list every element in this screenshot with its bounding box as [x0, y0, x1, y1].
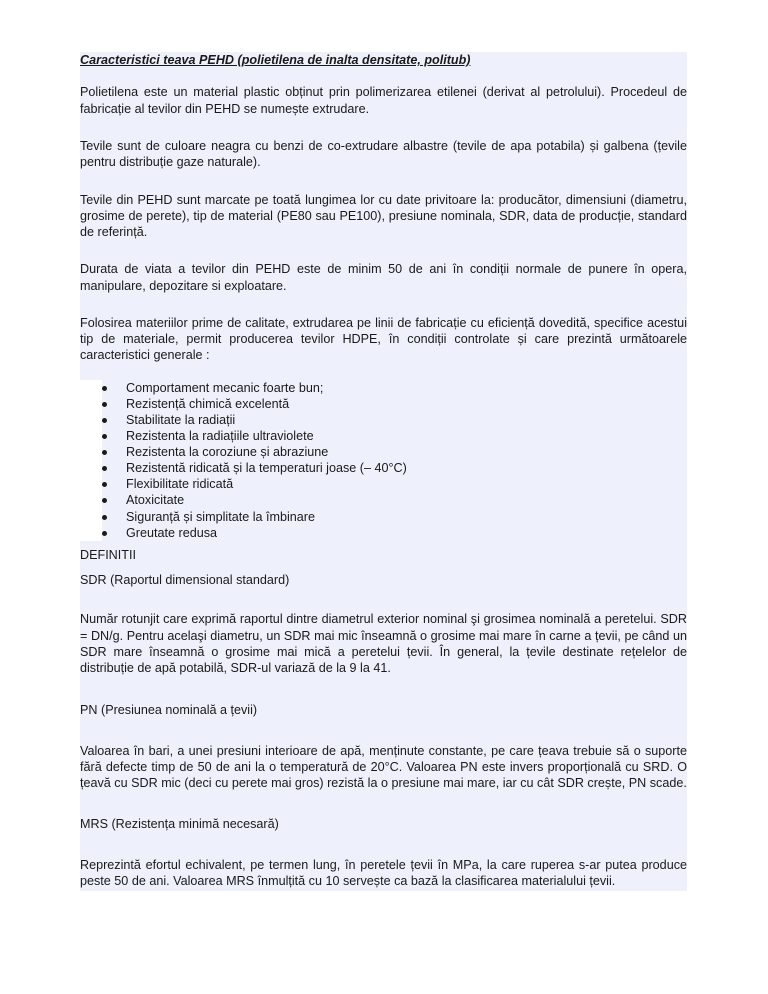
sdr-title: SDR (Raportul dimensional standard): [80, 572, 290, 587]
list-item: Rezistenta la radiațiile ultraviolete: [80, 428, 687, 444]
list-item: Stabilitate la radiații: [80, 412, 687, 428]
characteristics-list: [80, 380, 687, 541]
bullet-icon: [102, 498, 107, 503]
list-item: Comportament mecanic foarte bun;: [80, 380, 687, 396]
list-item: Siguranță și simplitate la îmbinare: [80, 509, 687, 525]
list-item: Rezistență chimică excelentă: [80, 396, 687, 412]
paragraph-materials: Folosirea materiilor prime de calitate, extrudarea pe linii de fabricație cu eficiență dovedită, specifice acestui tip de materiale, permit producerea tevilor HDPE, în condiții controlate și care prezintă următoarele caracteristici generale :: [80, 315, 687, 363]
mrs-definition: Reprezintă efortul echivalent, pe termen lung, în peretele țevii în MPa, la care ruperea s-ar putea produce peste 50 de ani. Valoarea MRS înmulțită cu 10 servește ca bază la clasificarea materialului țevii.: [80, 857, 687, 889]
list-item: Rezistenta la coroziune și abraziune: [80, 444, 687, 460]
paragraph-intro: Polietilena este un material plastic obținut prin polimerizarea etilenei (derivat al petrolului). Procedeul de fabricație al tevilor din PEHD se numește extrudare.: [80, 85, 687, 116]
bullet-icon: [102, 450, 107, 455]
sdr-definition: Număr rotunjit care exprimă raportul dintre diametrul exterior nominal şi grosimea nominală a peretelui. SDR = DN/g. Pentru acelaşi diametru, un SDR mai mic înseamnă o grosime mai mare în carne a țevii, pe când un SDR mare înseamnă o grosime mai mică a peretelui țevii. În general, la țevile destinate rețelelor de distribuție de apă potabilă, SDR-ul variază de la 9 la 41.: [80, 612, 687, 675]
bullet-icon: [102, 402, 107, 407]
pn-definition: Valoarea în bari, a unei presiuni interioare de apă, menținute constante, pe care țeava trebuie să o suporte fără defecte timp de 50 de ani la o temperatură de 20°C. Valoarea PN este invers proporțională cu SRD. O țeavă cu SDR mic (deci cu perete mai gros) rezistă la o presiune mai mare, iar cu cât SDR crește, PN scade.: [80, 743, 687, 791]
bullet-icon: [102, 418, 107, 423]
definitions-heading: DEFINITII: [80, 547, 136, 562]
list-item: Greutate redusa: [80, 525, 687, 541]
document-body: [80, 52, 687, 891]
bullet-icon: [102, 386, 107, 391]
bullet-icon: [102, 466, 107, 471]
bullet-icon: [102, 531, 107, 536]
mrs-title: MRS (Rezistența minimă necesară): [80, 817, 279, 832]
list-item: Rezistentă ridicată și la temperaturi joase (– 40°C): [80, 460, 687, 476]
list-item: Flexibilitate ridicată: [80, 476, 687, 492]
bullet-icon: [102, 482, 107, 487]
pn-title: PN (Presiunea nominală a țevii): [80, 703, 258, 718]
paragraph-marking: Tevile din PEHD sunt marcate pe toată lungimea lor cu date privitoare la: producător, dimensiuni (diametru, grosime de perete), tip de material (PE80 sau PE100), presiune nominala, SDR, data de producție, standard de referință.: [80, 192, 687, 239]
paragraph-lifespan: Durata de viata a tevilor din PEHD este de minim 50 de ani în condiții normale de punere în opera, manipulare, depozitare si exploatare.: [80, 262, 687, 293]
bullet-icon: [102, 434, 107, 439]
bullet-icon: [102, 515, 107, 520]
document-title: Caracteristici teava PEHD (polietilena de inalta densitate, politub): [80, 53, 471, 67]
paragraph-colors: Tevile sunt de culoare neagra cu benzi de co-extrudare albastre (tevile de apa potabila) și galbena (țevile pentru distribuție gaze naturale).: [80, 138, 687, 170]
list-item: Atoxicitate: [80, 492, 687, 508]
